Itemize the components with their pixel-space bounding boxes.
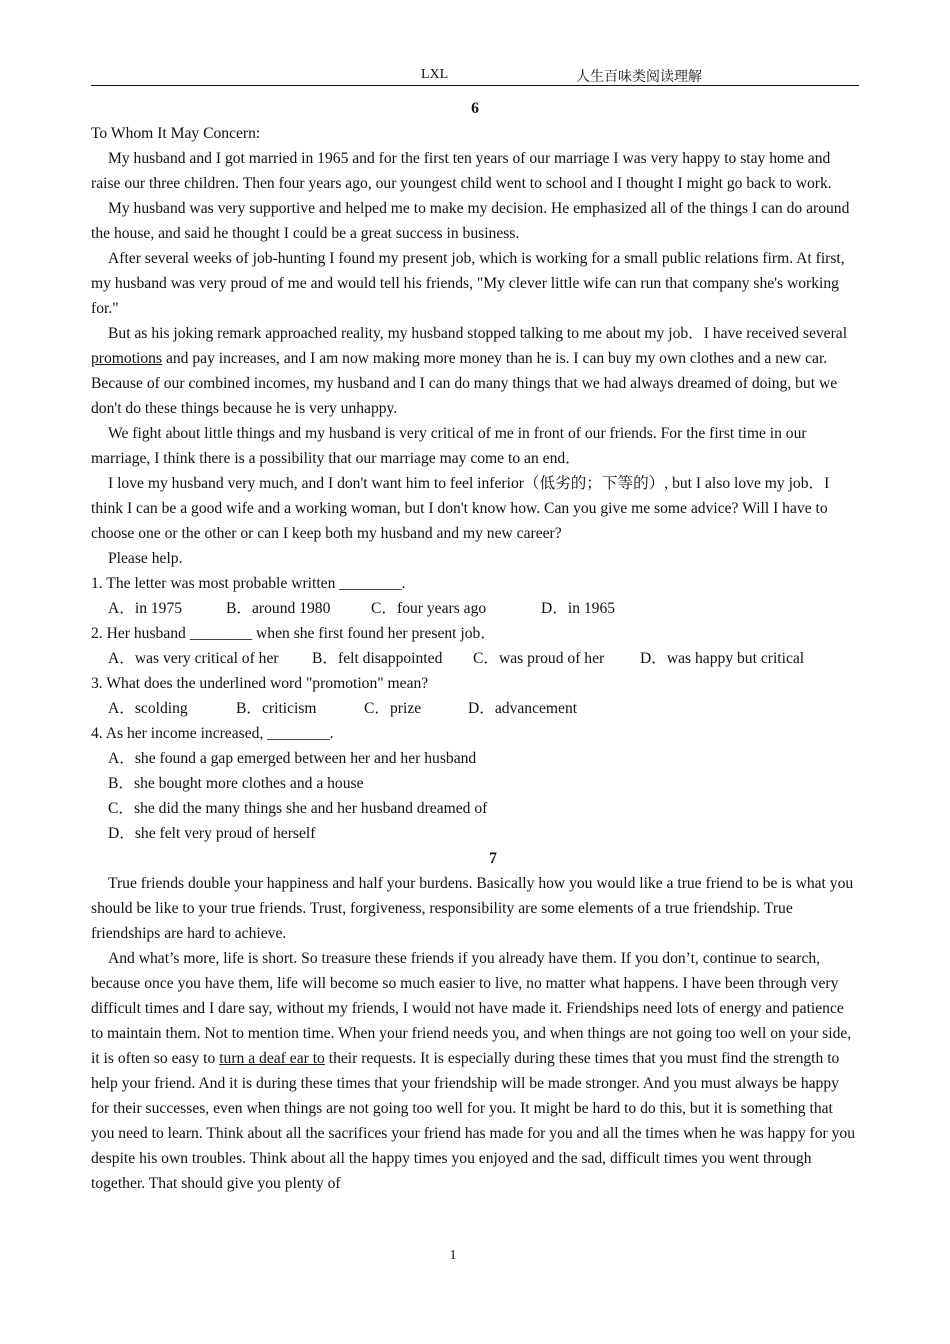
option-a: A．scolding xyxy=(108,700,188,717)
option-d: D．advancement xyxy=(468,700,578,717)
question-3 xyxy=(91,671,859,721)
question-stem: 2. Her husband ________ when she first found her present job． xyxy=(91,625,496,642)
letter-salutation: To Whom It May Concern: xyxy=(91,125,261,142)
section-7-number: 7 xyxy=(489,850,497,867)
question-stem: 3. What does the underlined word "promotion" mean? xyxy=(91,675,429,692)
option-d: D．in 1965 xyxy=(541,600,616,617)
passage-paragraph-2-part-1: And what’s more, life is short. So treasure these friends if you already have them. If you don’t, continue to search, because once you have them, life will become so much easier to live, no matter what happens. I have been through very difficult times and I dare say, without my friends, I would not have made it. Friendships need lots of energy and patience to maintain them. Not to mention time. When your friend needs you, and when things are not going too well on your side, it is often so easy to xyxy=(91,950,852,1067)
option-row xyxy=(91,646,859,671)
letter-paragraph-7: Please help. xyxy=(108,550,183,567)
passage-paragraph-1: True friends double your happiness and half your burdens. Basically how you would like a true friend to be is what you should be like to your true friends. Trust, forgiveness, responsibility are some elements of a true friendship. True friendships are hard to achieve. xyxy=(91,875,854,942)
letter-paragraph-4-part-2: and pay increases, and I am now making more money than he is. I can buy my own clothes and a new car. Because of our combined incomes, my husband and I can do many things that we had always dreamed of doing, but we don't do these things because he is very unhappy. xyxy=(91,350,838,417)
option-row xyxy=(91,696,859,721)
option-c: C．she did the many things she and her husband dreamed of xyxy=(108,800,488,817)
letter-paragraph-2: My husband was very supportive and helped me to make my decision. He emphasized all of the things I can do around the house, and said he thought I could be a great success in business. xyxy=(91,200,850,242)
header-author: LXL xyxy=(421,67,449,82)
question-stem: 4. As her income increased, ________. xyxy=(91,725,334,742)
question-4 xyxy=(91,721,859,846)
option-b: B．around 1980 xyxy=(226,600,331,617)
option-a: A．in 1975 xyxy=(108,600,183,617)
letter-paragraph-5: We fight about little things and my husband is very critical of me in front of our friends. For the first time in our marriage, I think there is a possibility that our marriage may come to an end． xyxy=(91,425,807,467)
option-a: A．was very critical of her xyxy=(108,650,279,667)
section-6-number: 6 xyxy=(471,100,479,117)
page-number: 1 xyxy=(449,1248,457,1263)
question-1 xyxy=(91,571,859,621)
option-d: D．she felt very proud of herself xyxy=(108,825,316,842)
option-c: C．prize xyxy=(364,700,422,717)
passage-paragraph-2 xyxy=(91,946,859,1196)
letter-paragraph-3: After several weeks of job-hunting I found my present job, which is working for a small public relations firm. At first, my husband was very proud of me and would tell his friends, "My clever little wife can run that company she's working for." xyxy=(91,250,845,317)
option-b: B．she bought more clothes and a house xyxy=(108,775,364,792)
option-b: B．criticism xyxy=(236,700,317,717)
option-b: B．felt disappointed xyxy=(312,650,443,667)
underlined-word-promotions: promotions xyxy=(91,350,163,367)
letter-paragraph-6: I love my husband very much, and I don't want him to feel inferior（低劣的；下等的）, but I also love my job．I think I can be a good wife and a working woman, but I don't know how. Can you give me some advice? Will I have to choose one or the other or can I keep both my husband and my new career? xyxy=(91,475,830,542)
page-header xyxy=(91,64,859,86)
header-title: 人生百味类阅读理解 xyxy=(576,70,702,85)
option-c: C．four years ago xyxy=(371,600,487,617)
letter-paragraph-1: My husband and I got married in 1965 and for the first ten years of our marriage I was very happy to stay home and raise our three children. Then four years ago, our youngest child went to school and I thought I might go back to work. xyxy=(91,150,832,192)
option-c: C．was proud of her xyxy=(473,650,605,667)
letter-paragraph-4 xyxy=(91,321,859,421)
document-body xyxy=(91,96,859,1196)
passage-paragraph-2-part-2: their requests. It is especially during these times that you must find the strength to help your friend. And it is during these times that your friendship will be made stronger. And you must always be happy for their successes, even when things are not going too well for you. It might be hard to do this, but it is something that you need to learn. Think about all the sacrifices your friend has made for you and all the times when he was happy for you despite his own troubles. Think about all the happy times you enjoyed and the sad, difficult times you went through together. That should give you plenty of xyxy=(91,1050,856,1192)
option-d: D．was happy but critical xyxy=(640,650,805,667)
question-2 xyxy=(91,621,859,671)
option-a: A．she found a gap emerged between her and her husband xyxy=(108,750,477,767)
question-stem: 1. The letter was most probable written ________. xyxy=(91,575,406,592)
underlined-phrase: turn a deaf ear to xyxy=(219,1050,325,1067)
option-row xyxy=(91,596,859,621)
letter-paragraph-4-part-1: But as his joking remark approached reality, my husband stopped talking to me about my job．I have received several xyxy=(108,325,848,342)
